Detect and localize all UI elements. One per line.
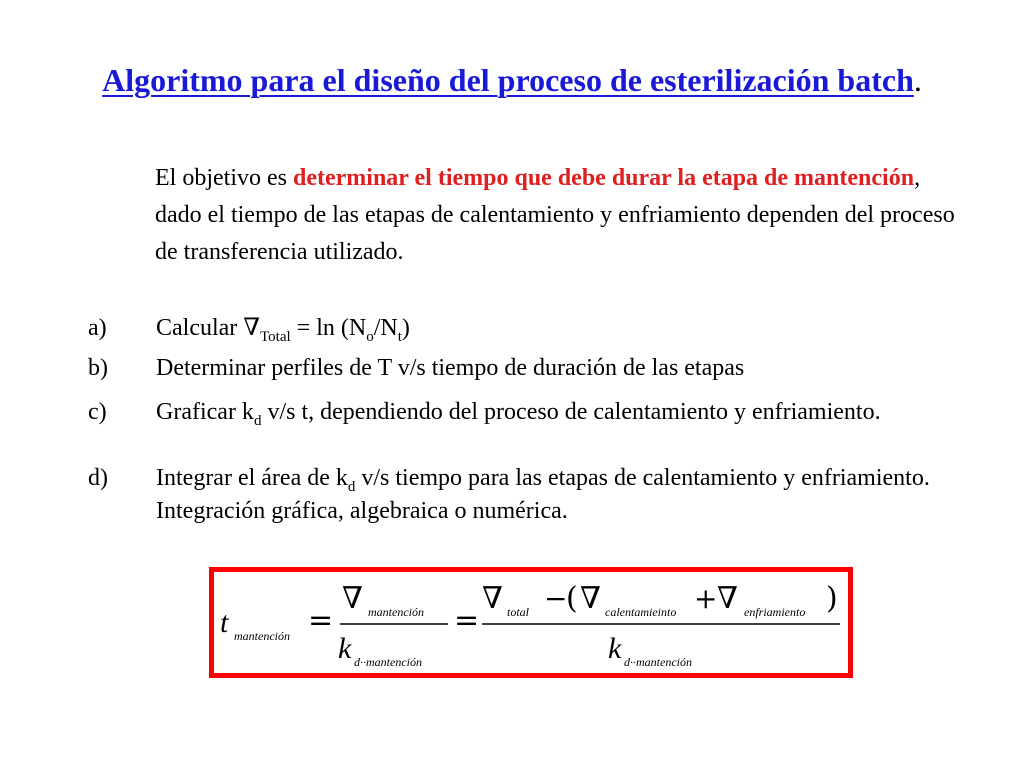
formula-close-paren: )	[826, 581, 838, 616]
formula-nabla-total: ∇	[482, 581, 503, 616]
formula-nabla-enfriamiento-subscript: enfriamiento	[744, 605, 806, 619]
step-d-post: v/s tiempo para las etapas de calentamiento y enfriamiento. Integración gráfica, algebraica o numérica.	[156, 465, 930, 524]
kd-subscript: d	[253, 412, 262, 429]
formula-k2: k	[608, 632, 622, 665]
formula-k: k	[338, 632, 352, 665]
nabla-subscript: Total	[260, 328, 291, 345]
slide-title	[0, 62, 1024, 99]
formula-box	[209, 567, 853, 678]
step-label: d)	[88, 465, 108, 491]
formula-nabla-enfriamiento: ∇	[717, 581, 738, 616]
formula	[214, 572, 848, 673]
formula-nabla-calentamiento-subscript: calentamieinto	[605, 605, 677, 619]
objective-rest: , dado el tiempo de las etapas de calentamiento y enfriamiento dependen del proceso de transferencia utilizado.	[155, 165, 955, 265]
formula-minus: −	[544, 582, 568, 615]
formula-t-subscript: mantención	[234, 629, 290, 643]
title-text: Algoritmo para el diseño del proceso de esterilización batch	[102, 62, 914, 98]
formula-open-paren: (	[566, 581, 578, 616]
step-text	[156, 462, 946, 528]
step-text	[156, 312, 946, 345]
formula-nabla-mantencion-subscript: mantención	[368, 605, 424, 619]
step-a-pre: Calcular	[156, 315, 244, 341]
step-d-pre: Integrar el área de k	[156, 465, 348, 491]
title-period: .	[913, 62, 922, 98]
formula-t: t	[220, 606, 229, 639]
step-text: Determinar perfiles de T v/s tiempo de duración de las etapas	[156, 355, 745, 381]
step-text	[156, 396, 946, 429]
formula-plus: +	[694, 582, 718, 615]
kd-subscript: d	[347, 478, 356, 495]
n-subscript-o: o	[366, 328, 374, 345]
formula-k-subscript: d··mantención	[354, 655, 422, 669]
step-label: b)	[88, 355, 108, 381]
formula-nabla-calentamiento: ∇	[580, 581, 601, 616]
step-c-pre: Graficar k	[156, 399, 254, 425]
step-a-eq: = ln (N	[290, 315, 367, 341]
step-label: a)	[88, 315, 107, 341]
step-c-post: v/s t, dependiendo del proceso de calentamiento y enfriamiento.	[261, 399, 881, 425]
step-label: c)	[88, 399, 107, 425]
objective-paragraph	[155, 160, 955, 271]
objective-intro: El objetivo es	[155, 165, 293, 191]
formula-equals-1: =	[308, 603, 334, 638]
formula-equals-2: =	[454, 603, 480, 638]
formula-nabla-mantencion: ∇	[342, 581, 363, 616]
step-a-mid: /N	[373, 315, 398, 341]
objective-highlight: determinar el tiempo que debe durar la etapa de mantención	[292, 165, 915, 191]
formula-k2-subscript: d··mantención	[624, 655, 692, 669]
step-a-end: )	[401, 315, 410, 341]
n-subscript-t: t	[397, 328, 402, 345]
formula-nabla-total-subscript: total	[507, 605, 530, 619]
nabla-symbol: ∇	[243, 315, 261, 341]
